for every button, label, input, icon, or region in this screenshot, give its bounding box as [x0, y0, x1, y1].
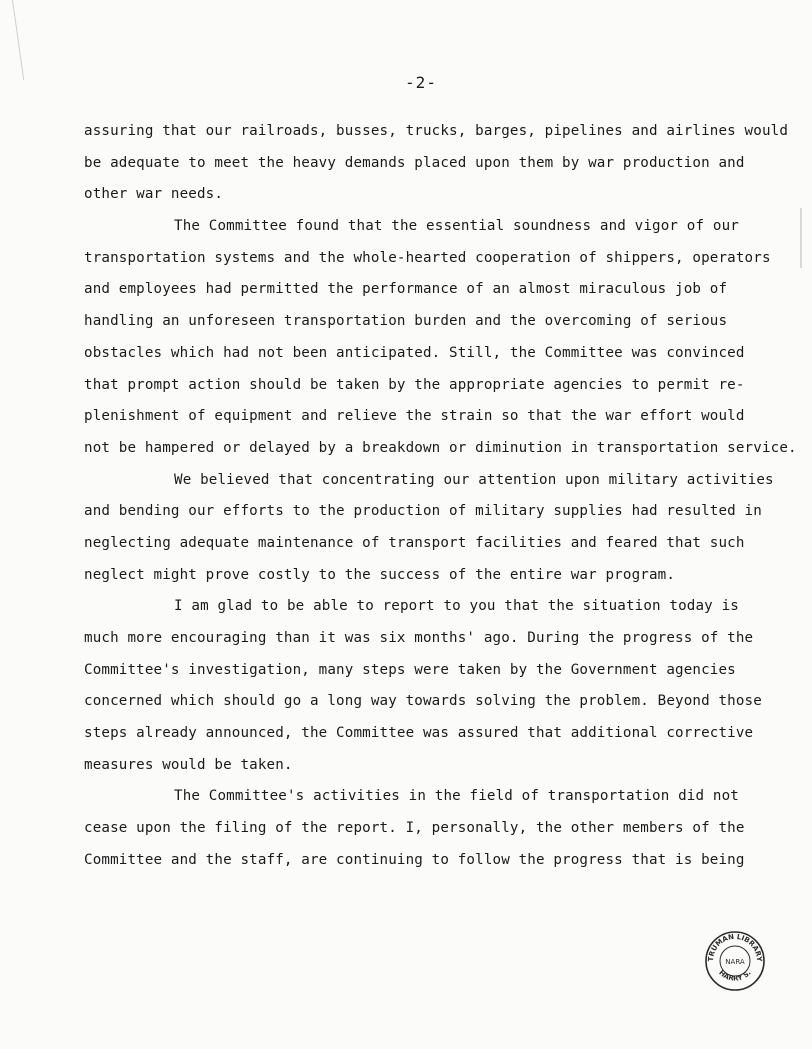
page-edge-mark	[0, 0, 24, 80]
text-line: and employees had permitted the performance of an almost miraculous job of	[84, 281, 728, 298]
text-line: Committee and the staff, are continuing to follow the progress that is being	[84, 851, 745, 868]
library-stamp-icon	[704, 930, 766, 992]
paragraph-first-line: I am glad to be able to report to you that the situation today is	[174, 598, 739, 615]
stamp-top-text: TRUMAN LIBRARY	[706, 932, 764, 962]
text-line: Committee's investigation, many steps were taken by the Government agencies	[84, 661, 736, 678]
text-line: neglect might prove costly to the success of the entire war program.	[84, 566, 676, 583]
svg-text:HARRY S.	[717, 969, 752, 983]
text-line: concerned which should go a long way towards solving the problem. Beyond those	[84, 693, 762, 710]
paragraph-first-line: The Committee found that the essential soundness and vigor of our	[174, 218, 739, 235]
paragraph-first-line: The Committee's activities in the field of transportation did not	[174, 788, 739, 805]
text-line: neglecting adequate maintenance of transport facilities and feared that such	[84, 534, 745, 551]
stamp-center-text: NARA	[725, 958, 745, 966]
text-line: cease upon the filing of the report. I, personally, the other members of the	[84, 820, 745, 837]
text-line: plenishment of equipment and relieve the strain so that the war effort would	[84, 408, 745, 425]
text-line: handling an unforeseen transportation burden and the overcoming of serious	[84, 313, 728, 330]
text-line: measures would be taken.	[84, 756, 293, 773]
text-line: transportation systems and the whole-hearted cooperation of shippers, operators	[84, 249, 771, 266]
paragraph-first-line: We believed that concentrating our attention upon military activities	[174, 471, 774, 488]
text-line: obstacles which had not been anticipated. Still, the Committee was convinced	[84, 344, 745, 361]
text-line: and bending our efforts to the production of military supplies had resulted in	[84, 503, 762, 520]
page-number: -2-	[405, 73, 437, 92]
scan-artifact	[800, 208, 812, 268]
text-line: not be hampered or delayed by a breakdown or diminution in transportation service.	[84, 439, 797, 456]
text-line: steps already announced, the Committee was assured that additional corrective	[84, 725, 754, 742]
body-text	[84, 116, 797, 877]
text-line: other war needs.	[84, 186, 224, 203]
stamp-bottom-text: HARRY S.	[717, 968, 753, 983]
text-line: that prompt action should be taken by the appropriate agencies to permit re-	[84, 376, 745, 393]
text-line: assuring that our railroads, busses, trucks, barges, pipelines and airlines would	[84, 123, 789, 139]
text-line: much more encouraging than it was six months' ago. During the progress of the	[84, 630, 754, 646]
text-line: be adequate to meet the heavy demands placed upon them by war production and	[84, 154, 745, 171]
